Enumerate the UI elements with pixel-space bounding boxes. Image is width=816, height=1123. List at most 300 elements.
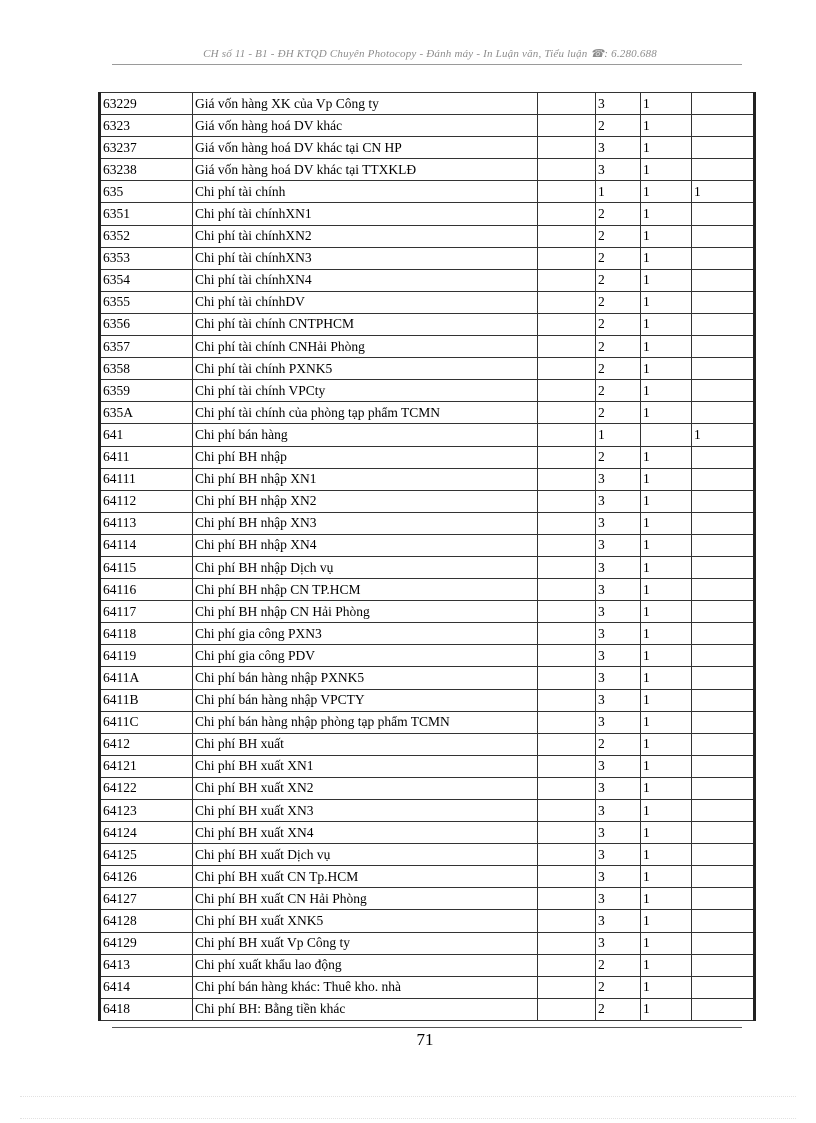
account-name-cell: Chi phí BH xuất CN Tp.HCM [193, 866, 538, 888]
empty-cell [538, 225, 596, 247]
account-code-cell: 641 [100, 424, 193, 446]
empty-cell [538, 910, 596, 932]
flag-cell [692, 976, 755, 998]
account-level-cell: 2 [596, 313, 641, 335]
account-level-cell: 2 [596, 976, 641, 998]
flag-cell [692, 247, 755, 269]
account-table-container [98, 92, 753, 1021]
empty-cell [538, 976, 596, 998]
account-code-cell: 6356 [100, 313, 193, 335]
empty-cell [538, 468, 596, 490]
account-code-cell: 63238 [100, 159, 193, 181]
account-name-cell: Chi phí BH xuất Vp Công ty [193, 932, 538, 954]
account-code-cell: 6351 [100, 203, 193, 225]
account-code-cell: 64115 [100, 556, 193, 578]
account-code-cell: 6411B [100, 689, 193, 711]
flag-cell [692, 358, 755, 380]
table-row [100, 733, 755, 755]
flag-cell: 1 [641, 159, 692, 181]
account-name-cell: Chi phí BH nhập XN1 [193, 468, 538, 490]
flag-cell [692, 822, 755, 844]
table-row [100, 667, 755, 689]
account-name-cell: Chi phí BH nhập CN Hải Phòng [193, 601, 538, 623]
account-name-cell: Chi phí BH xuất Dịch vụ [193, 844, 538, 866]
account-name-cell: Chi phí bán hàng khác: Thuê kho. nhà [193, 976, 538, 998]
account-code-cell: 635 [100, 181, 193, 203]
table-row [100, 336, 755, 358]
flag-cell [692, 512, 755, 534]
account-code-cell: 64127 [100, 888, 193, 910]
flag-cell [692, 115, 755, 137]
empty-cell [538, 380, 596, 402]
empty-cell [538, 512, 596, 534]
account-name-cell: Chi phí gia công PXN3 [193, 623, 538, 645]
table-row [100, 932, 755, 954]
account-name-cell: Chi phí tài chínhXN3 [193, 247, 538, 269]
empty-cell [538, 556, 596, 578]
table-row [100, 534, 755, 556]
table-row [100, 998, 755, 1020]
account-level-cell: 2 [596, 358, 641, 380]
account-name-cell: Chi phí xuất khẩu lao động [193, 954, 538, 976]
flag-cell [692, 800, 755, 822]
account-code-cell: 64116 [100, 579, 193, 601]
flag-cell: 1 [641, 336, 692, 358]
account-name-cell: Chi phí BH xuất XN3 [193, 800, 538, 822]
flag-cell: 1 [641, 645, 692, 667]
account-level-cell: 3 [596, 800, 641, 822]
account-name-cell: Chi phí tài chínhXN2 [193, 225, 538, 247]
flag-cell [692, 866, 755, 888]
flag-cell: 1 [641, 711, 692, 733]
table-row [100, 711, 755, 733]
flag-cell [692, 998, 755, 1020]
account-code-cell: 64111 [100, 468, 193, 490]
account-name-cell: Chi phí bán hàng nhập VPCTY [193, 689, 538, 711]
account-code-cell: 6352 [100, 225, 193, 247]
empty-cell [538, 822, 596, 844]
empty-cell [538, 446, 596, 468]
flag-cell: 1 [641, 313, 692, 335]
flag-cell [692, 733, 755, 755]
account-name-cell: Chi phí gia công PDV [193, 645, 538, 667]
flag-cell: 1 [641, 910, 692, 932]
flag-cell [692, 711, 755, 733]
account-name-cell: Chi phí tài chínhXN1 [193, 203, 538, 225]
account-level-cell: 3 [596, 534, 641, 556]
account-level-cell: 2 [596, 998, 641, 1020]
account-code-cell: 64114 [100, 534, 193, 556]
account-name-cell: Chi phí BH xuất XN4 [193, 822, 538, 844]
empty-cell [538, 203, 596, 225]
account-name-cell: Giá vốn hàng hoá DV khác tại TTXKLĐ [193, 159, 538, 181]
flag-cell: 1 [641, 844, 692, 866]
flag-cell: 1 [641, 247, 692, 269]
table-row [100, 203, 755, 225]
flag-cell [692, 623, 755, 645]
account-name-cell: Chi phí BH xuất [193, 733, 538, 755]
flag-cell [692, 932, 755, 954]
flag-cell: 1 [641, 512, 692, 534]
flag-cell [692, 667, 755, 689]
table-row [100, 888, 755, 910]
flag-cell: 1 [641, 888, 692, 910]
table-row [100, 800, 755, 822]
account-code-cell: 6411A [100, 667, 193, 689]
account-level-cell: 3 [596, 689, 641, 711]
empty-cell [538, 313, 596, 335]
account-code-cell: 64123 [100, 800, 193, 822]
account-code-cell: 6418 [100, 998, 193, 1020]
empty-cell [538, 623, 596, 645]
account-level-cell: 3 [596, 844, 641, 866]
table-row [100, 247, 755, 269]
empty-cell [538, 601, 596, 623]
account-code-cell: 6357 [100, 336, 193, 358]
account-code-cell: 6411 [100, 446, 193, 468]
page-header: CH số 11 - B1 - ĐH KTQD Chuyên Photocopy - Đánh máy - In Luận văn, Tiểu luận ☎: 6.280.688 [203, 48, 657, 60]
account-name-cell: Chi phí BH nhập XN2 [193, 490, 538, 512]
account-code-cell: 63229 [100, 93, 193, 115]
account-level-cell: 1 [596, 424, 641, 446]
flag-cell [692, 556, 755, 578]
account-name-cell: Chi phí tài chínhXN4 [193, 269, 538, 291]
flag-cell [692, 954, 755, 976]
account-code-cell: 64112 [100, 490, 193, 512]
flag-cell: 1 [641, 733, 692, 755]
account-code-cell: 64117 [100, 601, 193, 623]
account-level-cell: 3 [596, 556, 641, 578]
empty-cell [538, 711, 596, 733]
table-row [100, 181, 755, 203]
account-level-cell: 2 [596, 247, 641, 269]
flag-cell: 1 [641, 777, 692, 799]
account-code-cell: 64124 [100, 822, 193, 844]
flag-cell: 1 [641, 115, 692, 137]
account-level-cell: 2 [596, 269, 641, 291]
account-level-cell: 3 [596, 777, 641, 799]
account-name-cell: Giá vốn hàng XK của Vp Công ty [193, 93, 538, 115]
flag-cell: 1 [641, 755, 692, 777]
account-level-cell: 3 [596, 490, 641, 512]
flag-cell: 1 [641, 667, 692, 689]
table-row [100, 601, 755, 623]
table-row [100, 866, 755, 888]
empty-cell [538, 777, 596, 799]
account-name-cell: Giá vốn hàng hoá DV khác tại CN HP [193, 137, 538, 159]
flag-cell: 1 [641, 380, 692, 402]
account-code-cell: 64125 [100, 844, 193, 866]
account-level-cell: 3 [596, 822, 641, 844]
account-code-cell: 64119 [100, 645, 193, 667]
account-code-cell: 6414 [100, 976, 193, 998]
flag-cell: 1 [641, 976, 692, 998]
empty-cell [538, 667, 596, 689]
account-level-cell: 2 [596, 954, 641, 976]
flag-cell: 1 [641, 137, 692, 159]
flag-cell: 1 [641, 468, 692, 490]
empty-cell [538, 733, 596, 755]
flag-cell [692, 490, 755, 512]
flag-cell [692, 755, 755, 777]
account-name-cell: Chi phí tài chính PXNK5 [193, 358, 538, 380]
flag-cell: 1 [641, 623, 692, 645]
account-code-cell: 64118 [100, 623, 193, 645]
flag-cell [692, 380, 755, 402]
flag-cell [692, 534, 755, 556]
account-name-cell: Chi phí BH xuất XN2 [193, 777, 538, 799]
flag-cell [692, 269, 755, 291]
account-level-cell: 3 [596, 755, 641, 777]
empty-cell [538, 93, 596, 115]
flag-cell [692, 446, 755, 468]
flag-cell [692, 137, 755, 159]
table-row [100, 512, 755, 534]
account-name-cell: Chi phí BH nhập [193, 446, 538, 468]
account-name-cell: Chi phí BH xuất XN1 [193, 755, 538, 777]
table-row [100, 137, 755, 159]
footer-divider [112, 1027, 742, 1028]
empty-cell [538, 424, 596, 446]
account-name-cell: Chi phí bán hàng [193, 424, 538, 446]
account-level-cell: 2 [596, 380, 641, 402]
account-name-cell: Chi phí tài chính CNTPHCM [193, 313, 538, 335]
account-name-cell: Chi phí tài chính của phòng tạp phẩm TCMN [193, 402, 538, 424]
empty-cell [538, 402, 596, 424]
account-level-cell: 2 [596, 336, 641, 358]
account-level-cell: 2 [596, 733, 641, 755]
flag-cell: 1 [641, 93, 692, 115]
flag-cell: 1 [641, 998, 692, 1020]
account-level-cell: 3 [596, 667, 641, 689]
account-name-cell: Chi phí tài chính [193, 181, 538, 203]
account-name-cell: Chi phí BH nhập XN4 [193, 534, 538, 556]
table-row [100, 623, 755, 645]
table-row [100, 402, 755, 424]
account-level-cell: 3 [596, 623, 641, 645]
flag-cell [692, 225, 755, 247]
flag-cell [692, 645, 755, 667]
flag-cell [692, 336, 755, 358]
flag-cell: 1 [641, 446, 692, 468]
account-level-cell: 3 [596, 932, 641, 954]
account-level-cell: 3 [596, 93, 641, 115]
table-row [100, 225, 755, 247]
table-row [100, 976, 755, 998]
account-code-cell: 64126 [100, 866, 193, 888]
empty-cell [538, 645, 596, 667]
flag-cell [692, 402, 755, 424]
flag-cell [641, 424, 692, 446]
account-name-cell: Chi phí BH nhập CN TP.HCM [193, 579, 538, 601]
flag-cell: 1 [641, 579, 692, 601]
account-code-cell: 635A [100, 402, 193, 424]
empty-cell [538, 800, 596, 822]
account-code-cell: 64128 [100, 910, 193, 932]
table-row [100, 844, 755, 866]
flag-cell: 1 [641, 534, 692, 556]
bottom-dotted-line [20, 1118, 796, 1119]
flag-cell [692, 159, 755, 181]
account-code-cell: 6359 [100, 380, 193, 402]
account-code-cell: 6413 [100, 954, 193, 976]
empty-cell [538, 490, 596, 512]
flag-cell [692, 888, 755, 910]
account-code-cell: 64113 [100, 512, 193, 534]
account-level-cell: 2 [596, 291, 641, 313]
flag-cell [692, 579, 755, 601]
account-level-cell: 3 [596, 468, 641, 490]
account-level-cell: 2 [596, 446, 641, 468]
flag-cell: 1 [641, 601, 692, 623]
flag-cell [692, 601, 755, 623]
account-name-cell: Chi phí BH xuất CN Hải Phòng [193, 888, 538, 910]
account-code-cell: 6412 [100, 733, 193, 755]
flag-cell: 1 [641, 269, 692, 291]
account-name-cell: Chi phí BH: Bằng tiền khác [193, 998, 538, 1020]
account-level-cell: 3 [596, 645, 641, 667]
account-level-cell: 3 [596, 711, 641, 733]
flag-cell: 1 [641, 800, 692, 822]
account-level-cell: 3 [596, 910, 641, 932]
account-level-cell: 2 [596, 115, 641, 137]
empty-cell [538, 159, 596, 181]
account-code-cell: 6358 [100, 358, 193, 380]
table-row [100, 313, 755, 335]
flag-cell [692, 203, 755, 225]
table-row [100, 910, 755, 932]
table-row [100, 954, 755, 976]
empty-cell [538, 866, 596, 888]
header-divider [112, 64, 742, 65]
account-code-cell: 64129 [100, 932, 193, 954]
account-level-cell: 3 [596, 512, 641, 534]
flag-cell [692, 689, 755, 711]
table-row [100, 159, 755, 181]
account-code-cell: 6355 [100, 291, 193, 313]
table-row [100, 424, 755, 446]
account-level-cell: 2 [596, 402, 641, 424]
empty-cell [538, 689, 596, 711]
empty-cell [538, 181, 596, 203]
empty-cell [538, 358, 596, 380]
flag-cell: 1 [641, 203, 692, 225]
flag-cell [692, 777, 755, 799]
account-name-cell: Chi phí tài chính CNHải Phòng [193, 336, 538, 358]
table-row [100, 358, 755, 380]
empty-cell [538, 291, 596, 313]
flag-cell: 1 [641, 225, 692, 247]
flag-cell: 1 [641, 556, 692, 578]
account-code-cell: 64122 [100, 777, 193, 799]
empty-cell [538, 336, 596, 358]
empty-cell [538, 579, 596, 601]
account-level-cell: 3 [596, 866, 641, 888]
empty-cell [538, 269, 596, 291]
account-level-cell: 2 [596, 225, 641, 247]
account-code-cell: 63237 [100, 137, 193, 159]
account-code-cell: 6354 [100, 269, 193, 291]
table-row [100, 490, 755, 512]
flag-cell [692, 291, 755, 313]
flag-cell [692, 844, 755, 866]
bottom-dotted-line [20, 1096, 796, 1097]
page-number: 71 [416, 1030, 434, 1049]
table-row [100, 468, 755, 490]
account-name-cell: Giá vốn hàng hoá DV khác [193, 115, 538, 137]
flag-cell: 1 [641, 822, 692, 844]
flag-cell [692, 313, 755, 335]
empty-cell [538, 844, 596, 866]
account-name-cell: Chi phí tài chínhDV [193, 291, 538, 313]
account-code-cell: 64121 [100, 755, 193, 777]
flag-cell: 1 [692, 424, 755, 446]
table-row [100, 380, 755, 402]
account-code-cell: 6353 [100, 247, 193, 269]
empty-cell [538, 115, 596, 137]
flag-cell: 1 [641, 402, 692, 424]
table-row [100, 269, 755, 291]
flag-cell: 1 [641, 932, 692, 954]
account-name-cell: Chi phí BH nhập Dịch vụ [193, 556, 538, 578]
account-name-cell: Chi phí bán hàng nhập phòng tạp phẩm TCMN [193, 711, 538, 733]
table-row [100, 822, 755, 844]
flag-cell: 1 [641, 689, 692, 711]
account-code-cell: 6323 [100, 115, 193, 137]
flag-cell: 1 [641, 866, 692, 888]
empty-cell [538, 534, 596, 556]
table-row [100, 446, 755, 468]
flag-cell: 1 [692, 181, 755, 203]
account-name-cell: Chi phí bán hàng nhập PXNK5 [193, 667, 538, 689]
table-row [100, 645, 755, 667]
flag-cell: 1 [641, 358, 692, 380]
empty-cell [538, 998, 596, 1020]
flag-cell [692, 93, 755, 115]
flag-cell: 1 [641, 181, 692, 203]
flag-cell: 1 [641, 954, 692, 976]
account-name-cell: Chi phí tài chính VPCty [193, 380, 538, 402]
empty-cell [538, 247, 596, 269]
account-level-cell: 3 [596, 137, 641, 159]
account-level-cell: 2 [596, 203, 641, 225]
account-table-body [100, 93, 755, 1021]
table-row [100, 777, 755, 799]
account-level-cell: 3 [596, 159, 641, 181]
account-table [98, 92, 756, 1021]
account-code-cell: 6411C [100, 711, 193, 733]
empty-cell [538, 137, 596, 159]
empty-cell [538, 932, 596, 954]
empty-cell [538, 954, 596, 976]
table-row [100, 93, 755, 115]
account-level-cell: 3 [596, 601, 641, 623]
flag-cell [692, 468, 755, 490]
flag-cell [692, 910, 755, 932]
account-name-cell: Chi phí BH xuất XNK5 [193, 910, 538, 932]
empty-cell [538, 888, 596, 910]
account-level-cell: 3 [596, 579, 641, 601]
table-row [100, 556, 755, 578]
table-row [100, 579, 755, 601]
table-row [100, 115, 755, 137]
account-level-cell: 3 [596, 888, 641, 910]
empty-cell [538, 755, 596, 777]
account-level-cell: 1 [596, 181, 641, 203]
table-row [100, 689, 755, 711]
flag-cell: 1 [641, 291, 692, 313]
table-row [100, 755, 755, 777]
